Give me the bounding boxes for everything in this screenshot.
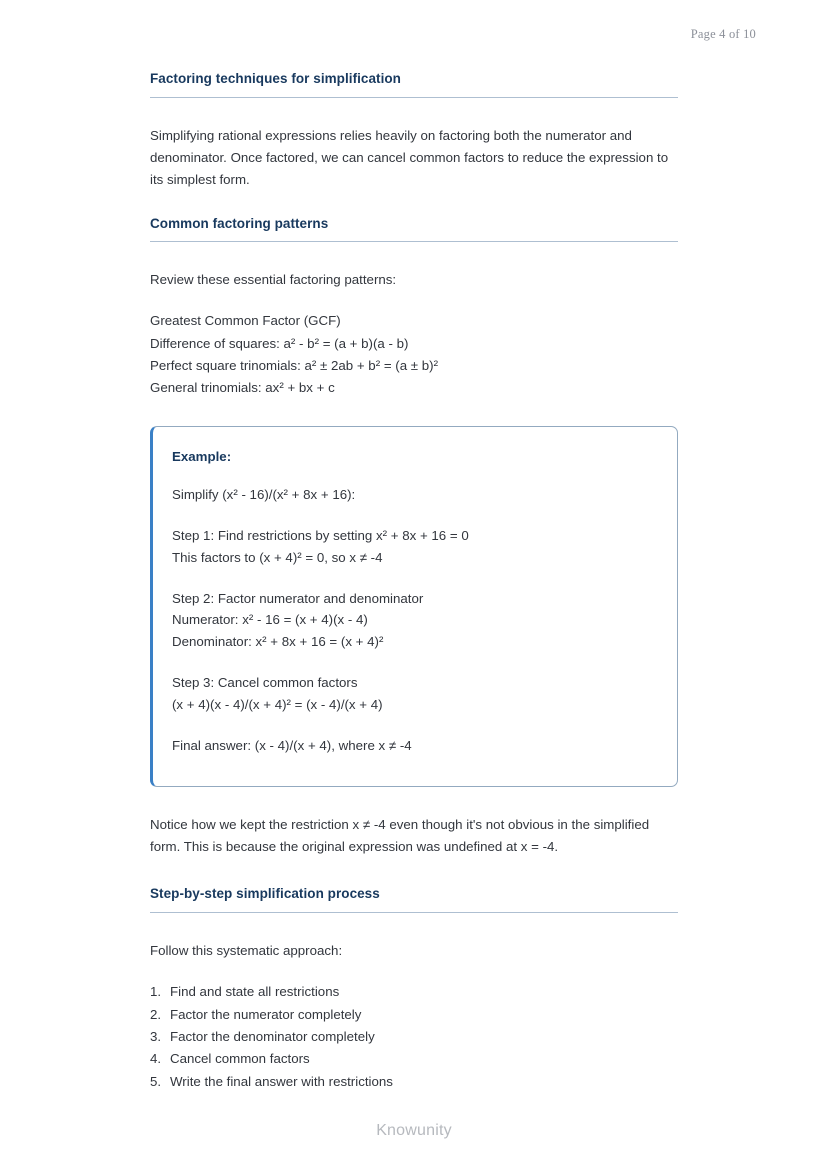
list-item-label: Factor the denominator completely (170, 1028, 375, 1044)
document-content (150, 70, 678, 1093)
paragraph-factoring-intro: Simplifying rational expressions relies heavily on factoring both the numerator and denominator. Once factored, we can cancel common factors to reduce the expression to its simplest form. (150, 127, 669, 187)
section-step-by-step (150, 885, 678, 913)
section-heading-factoring-techniques: Factoring techniques for simplification (150, 70, 678, 98)
paragraph-process-intro: Follow this systematic approach: (150, 943, 343, 959)
list-item (150, 1026, 678, 1048)
list-item (150, 1071, 678, 1093)
example-step-3-line-1: Step 3: Cancel common factors (172, 674, 358, 690)
list-item-number: 3. (150, 1028, 162, 1044)
list-item-number: 2. (150, 1006, 162, 1022)
list-item (150, 1048, 678, 1070)
list-item-label: Cancel common factors (170, 1051, 310, 1067)
footer-watermark: Knowunity (376, 1122, 452, 1139)
spacer (150, 98, 678, 125)
spacer (150, 242, 678, 269)
example-final-answer: Final answer: (x - 4)/(x + 4), where x ≠ -4 (172, 737, 412, 753)
example-step-2-line-2: Numerator: x² - 16 = (x + 4)(x - 4) (172, 612, 368, 628)
example-step-3-line-2: (x + 4)(x - 4)/(x + 4)² = (x - 4)/(x + 4) (172, 696, 383, 712)
example-step-1-line-1: Step 1: Find restrictions by setting x² + 8x + 16 = 0 (172, 527, 469, 543)
pattern-item: Perfect square trinomials: a² ± 2ab + b² = (a ± b)² (150, 357, 439, 373)
example-step-2-line-3: Denominator: x² + 8x + 16 = (x + 4)² (172, 634, 384, 650)
pattern-item: Greatest Common Factor (GCF) (150, 313, 341, 329)
pattern-item: Difference of squares: a² - b² = (a + b)(a - b) (150, 335, 409, 351)
simplification-steps-list (150, 981, 678, 1093)
list-item-label: Factor the numerator completely (170, 1006, 362, 1022)
example-title: Example: (172, 448, 232, 464)
paragraph-patterns-intro: Review these essential factoring patterns: (150, 272, 397, 288)
list-item (150, 981, 678, 1003)
example-step-3 (172, 672, 655, 716)
example-callout (150, 426, 678, 787)
section-heading-step-by-step: Step-by-step simplification process (150, 885, 678, 913)
example-step-1 (172, 525, 655, 569)
example-step-1-line-2: This factors to (x + 4)² = 0, so x ≠ -4 (172, 549, 383, 565)
pattern-item: General trinomials: ax² + bx + c (150, 379, 335, 395)
section-factoring-techniques (150, 70, 678, 98)
paragraph-restriction-note: Notice how we kept the restriction x ≠ -4 even though it's not obvious in the simplified form. This is because the original expression was undefined at x = -4. (150, 817, 650, 855)
page-indicator: Page 4 of 10 (690, 27, 756, 41)
list-item (150, 1004, 678, 1026)
section-common-patterns (150, 215, 678, 243)
list-item-label: Write the final answer with restrictions (170, 1073, 393, 1089)
list-item-number: 4. (150, 1051, 162, 1067)
example-prompt: Simplify (x² - 16)/(x² + 8x + 16): (172, 487, 356, 503)
example-step-2 (172, 588, 655, 653)
list-item-number: 5. (150, 1073, 162, 1089)
example-step-2-line-1: Step 2: Factor numerator and denominator (172, 590, 424, 606)
factoring-pattern-list (150, 310, 678, 398)
section-heading-common-patterns: Common factoring patterns (150, 215, 678, 243)
spacer (150, 913, 678, 940)
spacer (150, 858, 678, 885)
spacer (150, 191, 678, 215)
list-item-number: 1. (150, 984, 162, 1000)
list-item-label: Find and state all restrictions (170, 984, 340, 1000)
